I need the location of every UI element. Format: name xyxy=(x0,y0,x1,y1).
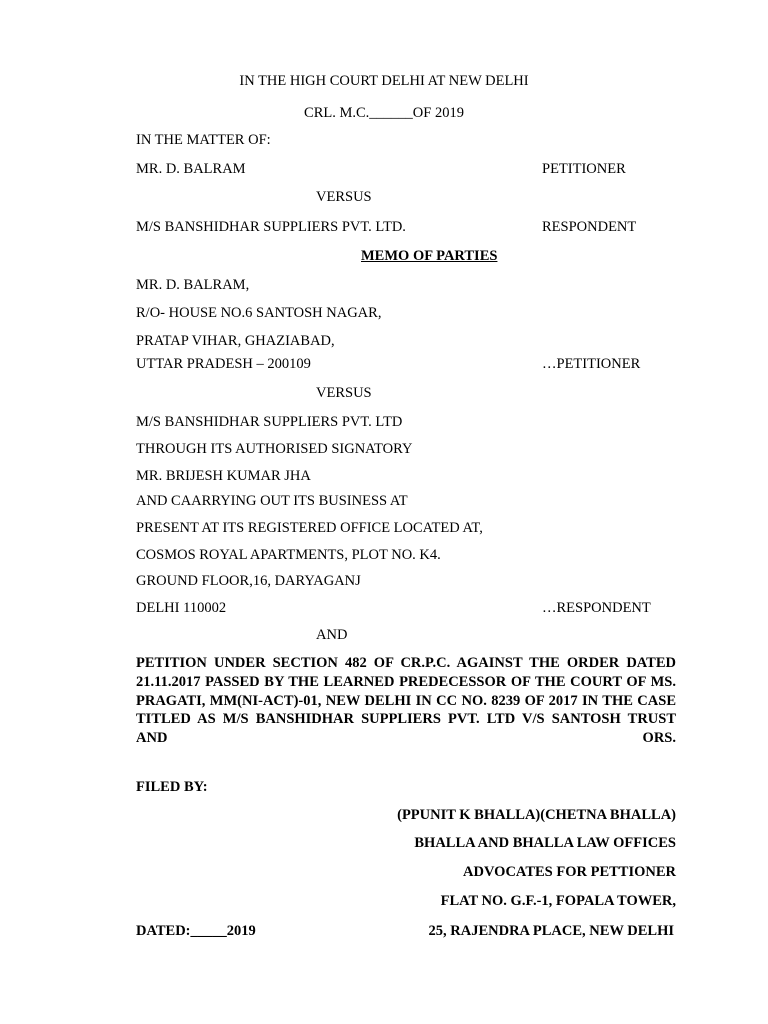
versus-label: VERSUS xyxy=(316,385,372,401)
respondent-role: …RESPONDENT xyxy=(542,600,651,616)
firm-name: BHALLA AND BHALLA LAW OFFICES xyxy=(414,835,676,851)
respondent-line: COSMOS ROYAL APARTMENTS, PLOT NO. K4. xyxy=(136,547,441,563)
respondent-line: M/S BANSHIDHAR SUPPLIERS PVT. LTD xyxy=(136,414,403,430)
matter-respondent-role: RESPONDENT xyxy=(542,219,637,235)
respondent-line: DELHI 110002 xyxy=(136,600,227,616)
matter-versus: VERSUS xyxy=(316,189,372,205)
and-label: AND xyxy=(316,627,348,643)
advocates-designation: ADVOCATES FOR PETTIONER xyxy=(463,864,676,880)
firm-address-line-2: 25, RAJENDRA PLACE, NEW DELHI xyxy=(428,923,674,939)
respondent-line: GROUND FLOOR,16, DARYAGANJ xyxy=(136,573,361,589)
respondent-line: PRESENT AT ITS REGISTERED OFFICE LOCATED AT, xyxy=(136,520,483,536)
petitioner-line: MR. D. BALRAM, xyxy=(136,277,250,293)
matter-petitioner-role: PETITIONER xyxy=(542,161,626,177)
firm-address-line-1: FLAT NO. G.F.-1, FOPALA TOWER, xyxy=(440,893,676,909)
matter-petitioner-name: MR. D. BALRAM xyxy=(136,161,246,177)
matter-respondent-name: M/S BANSHIDHAR SUPPLIERS PVT. LTD. xyxy=(136,219,406,235)
petitioner-line: R/O- HOUSE NO.6 SANTOSH NAGAR, xyxy=(136,305,382,321)
petitioner-line: PRATAP VIHAR, GHAZIABAD, xyxy=(136,333,335,349)
petitioner-line: UTTAR PRADESH – 200109 xyxy=(136,356,311,372)
counsel-names: (PPUNIT K BHALLA)(CHETNA BHALLA) xyxy=(397,807,676,823)
filed-by-label: FILED BY: xyxy=(136,779,208,795)
respondent-line: THROUGH ITS AUTHORISED SIGNATORY xyxy=(136,441,413,457)
dated-field: DATED:_____2019 xyxy=(136,923,256,939)
petition-paragraph: PETITION UNDER SECTION 482 OF CR.P.C. AGAINST THE ORDER DATED 21.11.2017 PASSED BY THE LEARNED PREDECESSOR OF THE COURT OF MS. PRAGATI, MM(NI-ACT)-01, NEW DELHI IN CC NO. 8239 OF 2017 IN THE CASE TITLED AS M/S BANSHIDHAR SUPPLIERS PVT. LTD V/S SANTOSH TRUST AND ORS. xyxy=(136,655,676,747)
memo-title: MEMO OF PARTIES xyxy=(361,248,498,264)
case-number: CRL. M.C.______OF 2019 xyxy=(304,105,464,121)
respondent-line: AND CAARRYING OUT ITS BUSINESS AT xyxy=(136,493,408,509)
matter-label: IN THE MATTER OF: xyxy=(136,132,271,148)
respondent-line: MR. BRIJESH KUMAR JHA xyxy=(136,468,311,484)
petitioner-role: …PETITIONER xyxy=(542,356,641,372)
court-heading: IN THE HIGH COURT DELHI AT NEW DELHI xyxy=(239,73,529,89)
